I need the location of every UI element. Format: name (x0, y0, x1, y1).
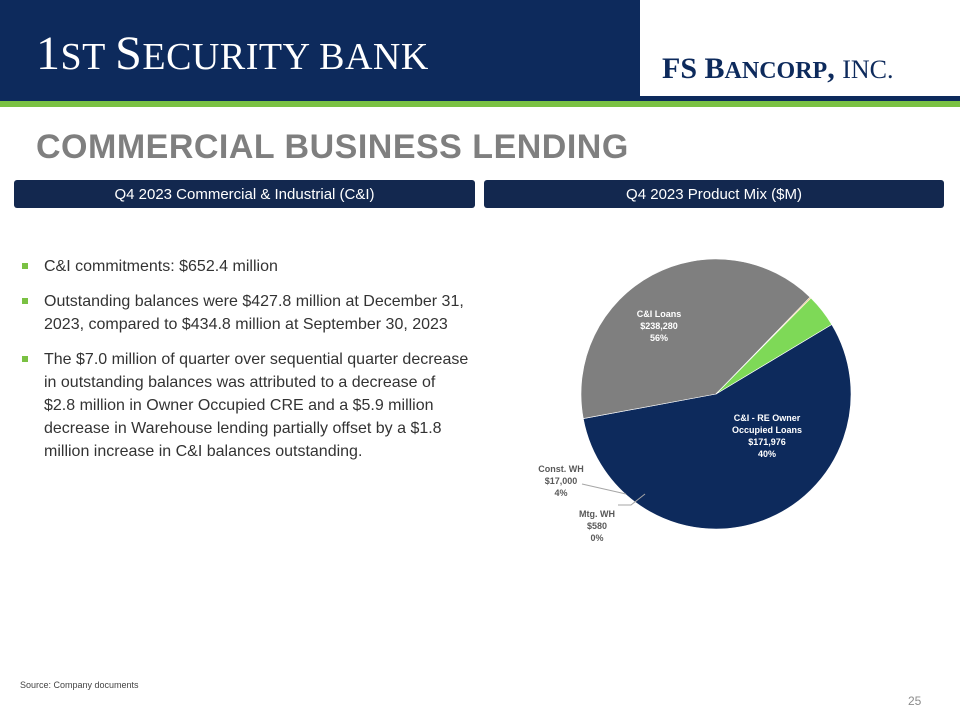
header-banner (0, 0, 640, 101)
section-header-left: Q4 2023 Commercial & Industrial (C&I) (14, 180, 475, 208)
bullet-item (20, 348, 470, 463)
bullet-text: C&I commitments: $652.4 million (44, 258, 278, 275)
bank-logo: 1ST SECURITY BANK (36, 27, 429, 80)
pie-slices (581, 259, 851, 529)
section-header-right: Q4 2023 Product Mix ($M) (484, 180, 944, 208)
page-number: 25 (908, 694, 922, 708)
bullet-text: Outstanding balances were $427.8 million at December 31, 2023, compared to $434.8 million at September 30, 2023 (44, 293, 464, 333)
product-mix-pie-chart (484, 215, 944, 575)
header-accent-line (0, 101, 960, 107)
bullet-item (20, 290, 470, 336)
fs-bancorp-logo: FS BANCORP, INC. (662, 52, 894, 85)
bullet-marker (22, 356, 28, 362)
bullet-marker (22, 263, 28, 269)
bullet-text: The $7.0 million of quarter over sequential quarter decrease in outstanding balances was attributed to a decrease of $2.8 million in Owner Occupied CRE and a $5.9 million decrease in Warehouse lending partially offset by a $1.8 million increase in C&I balances outstanding. (44, 351, 469, 460)
slice-label: C&I Loans $238,280 56% (636, 309, 682, 343)
slice-label: Mtg. WH $580 0% (579, 509, 615, 543)
source-note: Source: Company documents (20, 680, 139, 690)
bullet-item (20, 255, 470, 278)
bullet-marker (22, 298, 28, 304)
slice-label: C&I - RE Owner Occupied Loans $171,976 40% (731, 413, 803, 459)
page-title: COMMERCIAL BUSINESS LENDING (36, 128, 629, 166)
slice-label: Const. WH $17,000 4% (538, 464, 584, 498)
bullet-list (20, 255, 470, 475)
